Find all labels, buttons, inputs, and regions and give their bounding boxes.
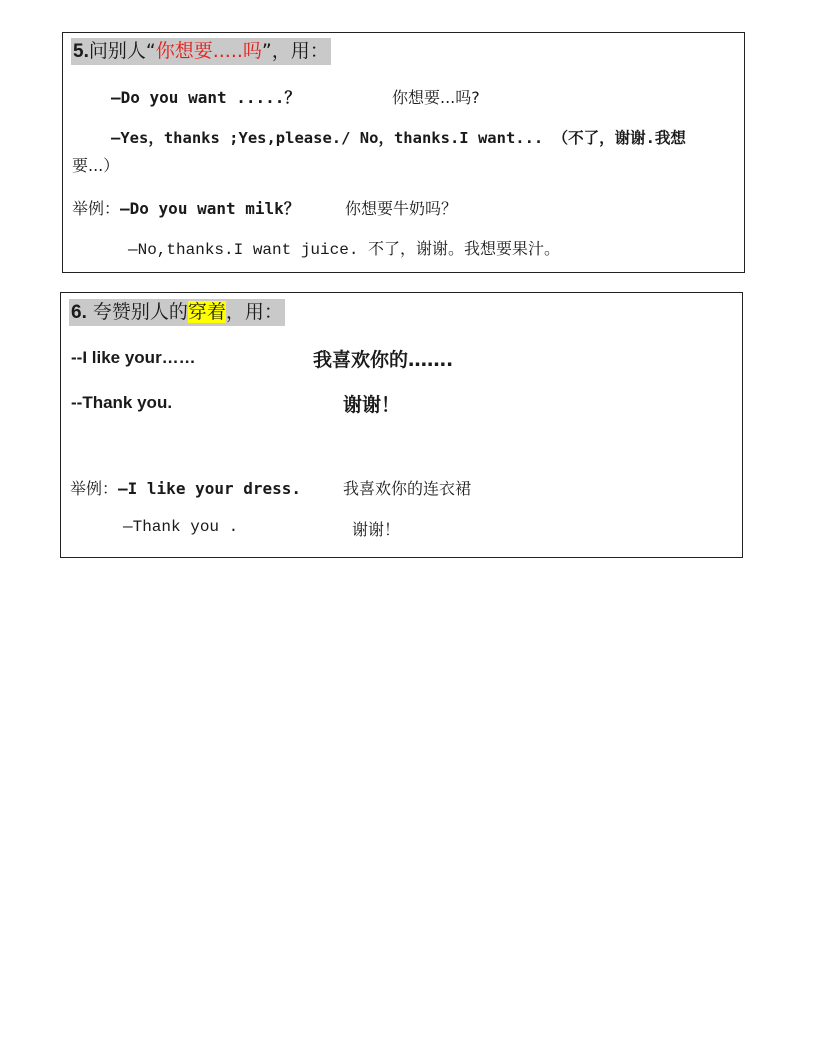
section-6-line2-cn: 谢谢！ [343, 394, 401, 416]
section-6-line1-cn: 我喜欢你的……. [313, 349, 454, 371]
section-6-line1-en: --I like your…… [71, 348, 196, 367]
section-6-number: 6. [71, 302, 87, 323]
section-5-line1-en: —Do you want .....？ [111, 88, 301, 107]
section-6-example-en: —I like your dress. [118, 479, 302, 498]
section-6-heading-highlight: 穿着 [187, 301, 226, 323]
section-6-example-cn: 我喜欢你的连衣裙 [343, 479, 472, 498]
section-5-number: 5. [73, 41, 89, 62]
section-5-example-cn: 你想要牛奶吗？ [345, 199, 458, 218]
section-5-box [62, 32, 745, 273]
section-6-example-reply-en: —Thank you . [123, 518, 239, 536]
section-5-example-reply: —No,thanks.I want juice. 不了，谢谢。我想要果汁。 [128, 241, 561, 259]
section-6-heading [69, 299, 285, 326]
section-6-example-reply-cn: 谢谢！ [352, 520, 401, 539]
section-5-line2-a: —Yes，thanks ;Yes,please./ No，thanks.I want... （不了，谢谢.我想 [111, 129, 686, 147]
section-6-heading-pre: 夸赞别人的 [86, 301, 188, 323]
section-6-example [70, 476, 301, 499]
section-5-heading-post: ”，用： [261, 40, 329, 62]
section-5-example-prefix: 举例： [72, 199, 121, 218]
section-5-example [72, 196, 300, 219]
section-5-heading [71, 38, 331, 65]
section-6-heading-post: ，用： [225, 301, 283, 323]
section-5-line1-cn: 你想要...吗? [392, 88, 480, 107]
section-6-example-prefix: 举例： [70, 479, 119, 498]
section-5-example-en: —Do you want milk？ [120, 199, 300, 218]
section-5-heading-pre: 问别人“ [88, 40, 156, 62]
section-5-line2-b: 要...） [72, 156, 120, 175]
section-6-box [60, 292, 743, 558]
section-6-line2-en: --Thank you. [71, 393, 173, 412]
section-5-heading-highlight: 你想要.....吗 [155, 40, 262, 62]
